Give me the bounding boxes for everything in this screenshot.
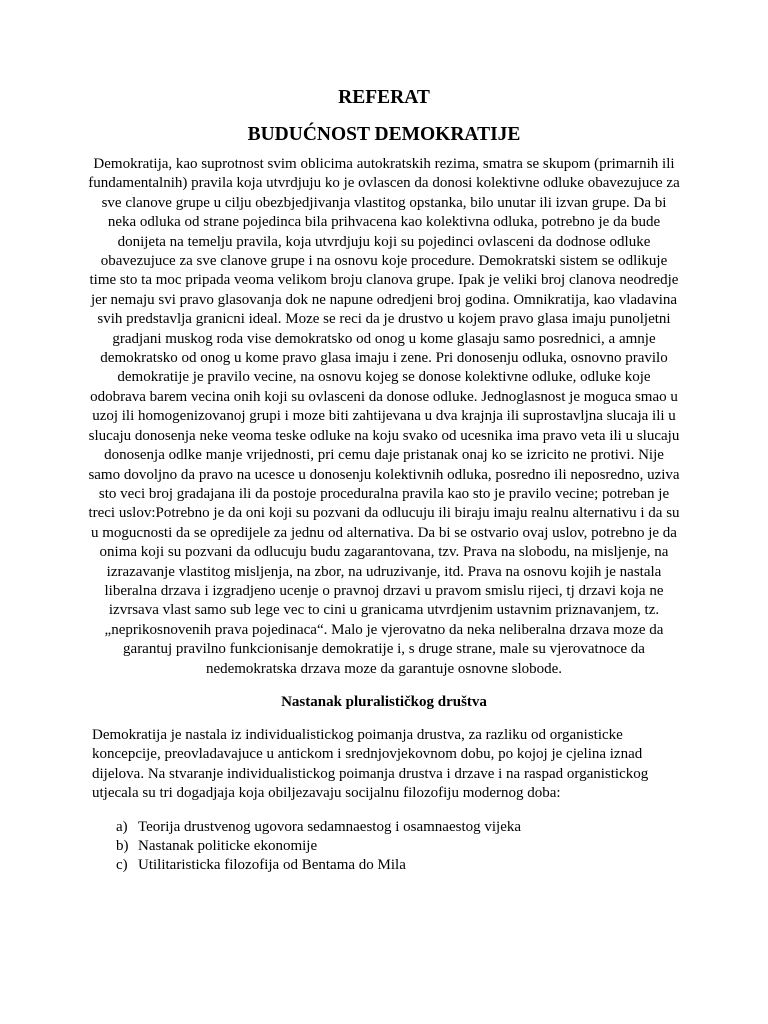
intro-paragraph: Demokratija, kao suprotnost svim oblicima autokratskih rezima, smatra se skupom (primarnih ili fundamentalnih) pravila koja utvrdjuju ko je ovlascen da donosi kolektivne odluke obavezujuce za sve clanove grupe u cilju obezbjedjivanja vlastitog opstanka, bilo unutar ili izvan grupe. Da bi neka odluka od strane pojedinca bila prihvacena kao kolektivna odluka, potrebno je da bude donijeta na temelju pravila, koja utvrdjuju koji su pojedinci ovlasceni da dodnose odluke obavezujuce za sve clanove grupe i na osnovu koje procedure. Demokratski sistem se odlikuje time sto ta moc pripada veoma velikom broju clanova grupe. Ipak je veliki broj clanova neodredje jer nemaju svi pravo glasovanja dok ne napune odredjeni broj godina. Omnikratija, kao vladavina svih predstavlja granicni ideal. Moze se reci da je drustvo u kojem pravo glasa imaju punoljetni gradjani muskog roda vise demokratsko od onog u kome glasaju samo posrednici, a amnje demokratsko od onog u kome pravo glasa imaju i zene. Pri donosenju odluka, osnovno pravilo demokratije je pravilo vecine, na osnovu kojeg se donose kolektivne odluke, odluke koje odobrava barem vecina onih koji su ovlasceni da donose odluke. Jednoglasnost je moguca smao u uzoj ili homogenizovanoj grupi i moze biti zahtijevana u dva krajnja ili suprostavljna slucaja ili u slucaju donosenja neke veoma teske odluke na koju svako od ucesnika ima pravo veta ili u slucaju donosenja odlke manje vrijednosti, pri cemu daje pristanak onaj ko se izricito ne protivi. Nije samo dovoljno da pravo na ucesce u donosenju kolektivnih odluka, posredno ili neposredno, uziva sto veci broj gradajana ili da postoje proceduralna pravila kao sto je pravilo vecine; potreban je treci uslov:Potrebno je da oni koji su pozvani da odlucuju ili biraju imaju realnu alternativu i da su u mogucnosti da se opredijele za jednu od alternativa. Da bi se ostvario ovaj uslov, potrebno je da onima koji su pozvani da odlucuju budu zagarantovana, tzv. Prava na slobodu, na misljenje, na izrazavanje vlastitog misljenja, na zbor, na udruzivanje, itd. Prava na osnovu kojih je nastala liberalna drzava i izgradjeno ucenje o pravnoj drzavi u pravom smislu rijeci, tj drzavi koja ne izvrsava vlast samo sub lege vec to cini u granicama utvrdjenim ustavnim priznavanjem, tz. „neprikosnovenih prava pojedinaca“. Malo je vjerovatno da neka neliberalna drzava moze da garantuj pravilno funkcionisanje demokratije i, s druge strane, male su vjerovatnoce da nedemokratska drzava moze da garantuje osnovne slobode. — [88, 156, 680, 677]
list-item — [116, 856, 676, 875]
document-subtitle: BUDUĆNOST DEMOKRATIJE — [247, 124, 521, 145]
list-item — [116, 837, 676, 856]
section-paragraph: Demokratija je nastala iz individualistickog poimanja drustva, za razliku od organisticke koncepcije, preovladavajuce u antickom i srednjovjekovnom dobu, po kojoj je cjelina iznad dijelova. Na stvaranje individualistickog poimanja drustva i drzave i na raspad organistickog utjecala su tri dogadjaja koja obiljezavaju socijalnu filozofiju modernog doba: — [92, 726, 649, 802]
list-item-text: Teorija drustvenog ugovora sedamnaestog i osamnaestog vijeka — [138, 818, 522, 835]
list-item-text: Utilitaristicka filozofija od Bentama do Mila — [138, 857, 406, 874]
document-title: REFERAT — [338, 87, 430, 108]
events-list — [92, 818, 676, 876]
list-marker: b) — [116, 838, 129, 854]
list-marker: c) — [116, 857, 128, 874]
list-item-text: Nastanak politicke ekonomije — [138, 838, 318, 854]
list-item — [116, 818, 676, 837]
section-heading: Nastanak pluralističkog društva — [281, 693, 487, 710]
list-marker: a) — [116, 818, 128, 835]
